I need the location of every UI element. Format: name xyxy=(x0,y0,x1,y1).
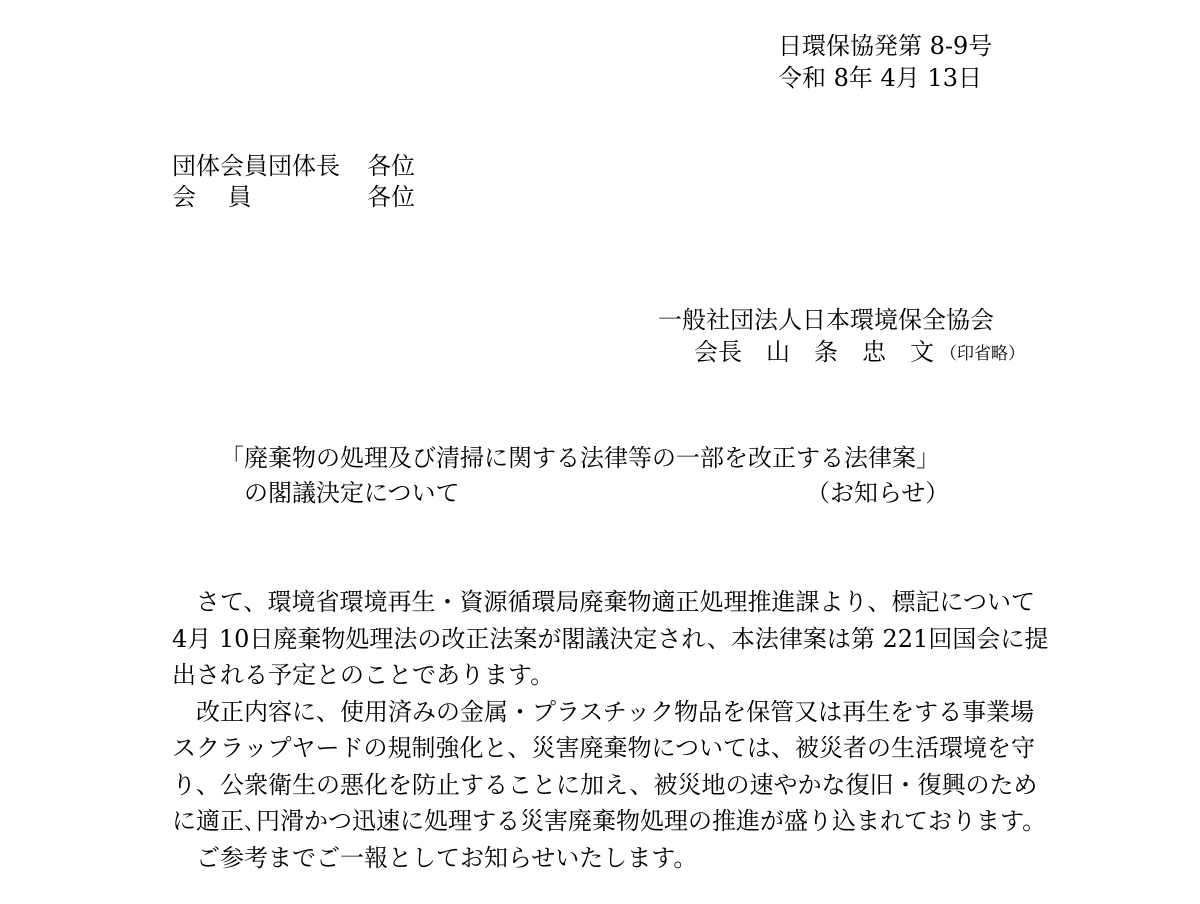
seal-omitted-note: （印省略） xyxy=(940,344,1025,364)
body-text xyxy=(172,584,1052,876)
sender-title-name: 会長 山 条 忠 文 xyxy=(694,338,934,366)
body-line: スクラップヤードの規制強化と、災害廃棄物については、被災者の生活環境を守 xyxy=(172,734,1036,762)
body-line: に適正､円滑かつ迅速に処理する災害廃棄物処理の推進が盛り込まれております。 xyxy=(172,807,1047,835)
sender-organization: 一般社団法人日本環境保全協会 xyxy=(658,306,994,334)
body-line: 出される予定とのことであります。 xyxy=(172,661,555,689)
recipient-2-name: 会 員 xyxy=(172,183,252,211)
recipient-2-suffix: 各位 xyxy=(367,183,415,211)
recipient-1-name: 団体会員団体長 xyxy=(172,152,340,180)
document-date: 令和 8年 4月 13日 xyxy=(778,64,982,92)
body-line: さて、環境省環境再生・資源循環局廃棄物適正処理推進課より、標記について xyxy=(196,588,1036,616)
subject-line-2: の閣議決定について xyxy=(244,479,460,507)
recipient-1-suffix: 各位 xyxy=(367,152,415,180)
body-line: 改正内容に、使用済みの金属・プラスチック物品を保管又は再生をする事業場 xyxy=(196,697,1035,726)
document-number: 日環保協発第 8-9号 xyxy=(778,32,993,60)
body-line: 4月 10日廃棄物処理法の改正法案が閣議決定され、本法律案は第 221回国会に提 xyxy=(172,624,1049,653)
subject-line-1: 「廃棄物の処理及び清掃に関する法律等の一部を改正する法律案」 xyxy=(220,444,940,472)
body-line: ご参考までご一報としてお知らせいたします。 xyxy=(196,843,698,872)
subject-tag: （お知らせ） xyxy=(806,479,950,507)
body-line: り、公衆衛生の悪化を防止することに加え、被災地の速やかな復旧・復興のため xyxy=(172,770,1038,799)
